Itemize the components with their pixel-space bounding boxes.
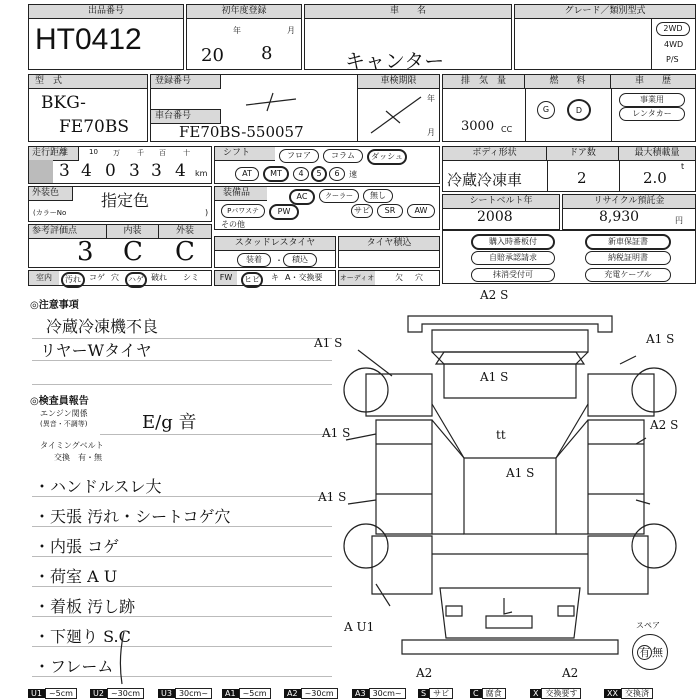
- mark-windshield: A1 S: [480, 370, 509, 384]
- rating-score: 3: [77, 237, 94, 267]
- first-registration-month: 8: [261, 43, 273, 64]
- mark-right-side: A2 S: [650, 418, 679, 432]
- inspector-item-4: ・荷室 A U: [34, 567, 118, 586]
- mileage-digit-6: 4: [175, 161, 186, 181]
- studless-label: スタッドレスタイヤ: [215, 237, 335, 251]
- body-box: [442, 146, 696, 192]
- windshield-box: [214, 270, 336, 286]
- cond-dirt-circled: 汚れ: [61, 272, 85, 288]
- right-rear-outline: [588, 536, 648, 594]
- audio-label: オーディオ: [339, 271, 375, 285]
- legend-s: S サビ: [418, 687, 453, 700]
- equipment-power-steering: Pパワステ: [221, 204, 265, 218]
- studless-mounted: 装着: [237, 253, 271, 267]
- mark-rear-bumper-right: A2: [562, 666, 579, 680]
- item-underline-mark: [112, 630, 132, 686]
- drive-4wd: 4WD: [664, 40, 684, 49]
- doc-tax: 納税証明書: [585, 251, 671, 265]
- legend-a2: A2 ~30cm: [284, 687, 338, 700]
- interior-grade: C: [123, 237, 143, 267]
- studless-loaded: 積込: [283, 253, 317, 267]
- door-count: 2: [577, 169, 587, 187]
- mileage-digit-3: 0: [105, 161, 116, 181]
- color-number-paren: ): [205, 208, 209, 217]
- first-registration-box: [186, 4, 302, 70]
- displacement-value: 3000: [461, 119, 495, 134]
- history-label: 車 歴: [611, 75, 695, 89]
- recycle-amount: 8,930: [599, 209, 640, 225]
- doors-label: ドア数: [547, 147, 619, 161]
- rear-right-wheel: [632, 524, 676, 568]
- mileage-digit-1: 3: [59, 161, 70, 181]
- tire-load-label: タイヤ積込: [339, 237, 439, 251]
- shift-at: AT: [235, 167, 259, 181]
- fuel-gasoline: G: [537, 101, 555, 119]
- shift-dash-circled: ダッシュ: [367, 149, 407, 165]
- model-value-1: BKG-: [41, 93, 86, 113]
- drive-2wd: 2WD: [656, 22, 690, 36]
- legend-a1: A1 ~5cm: [222, 687, 271, 700]
- equipment-box: [214, 186, 440, 230]
- exterior-color-box: [28, 186, 212, 222]
- legend-u2: U2 ~30cm: [90, 687, 144, 700]
- equipment-label: 装備品: [215, 187, 267, 201]
- rear-bumper-outline: [402, 640, 618, 654]
- exterior-grade: C: [175, 237, 195, 267]
- grade-label: グレード／類別型式: [515, 5, 695, 19]
- equipment-rust: サビ: [351, 204, 373, 218]
- drive-column: [651, 19, 696, 69]
- inspector-item-5: ・着板 汚し跡: [34, 597, 136, 616]
- inspector-item-6: ・下廻り S.C: [34, 627, 131, 646]
- stock-number-box: [28, 4, 184, 70]
- caution-line-2: リヤーWタイヤ: [40, 341, 152, 360]
- shift-column: コラム: [323, 149, 363, 163]
- timing-belt-label: タイミングベルト: [40, 441, 104, 450]
- interior-condition-box: [28, 270, 212, 286]
- cond-stain: シミ: [183, 273, 199, 282]
- fw-chip: キ: [271, 273, 279, 282]
- shift-6: 6: [329, 167, 345, 181]
- seatbelt-box: [442, 194, 560, 230]
- equipment-other-label: その他: [221, 220, 245, 229]
- spec-box: [442, 74, 696, 142]
- spare-indicator: [632, 634, 668, 670]
- rear-left-wheel: [344, 524, 388, 568]
- inspection-month-unit: 月: [427, 128, 435, 137]
- mark-left-front: A1 S: [314, 336, 343, 350]
- inspector-heading: ◎検査員報告: [30, 396, 89, 407]
- mark-left-rear: A1 S: [318, 490, 347, 504]
- shift-4: 4: [293, 167, 309, 181]
- shift-speed: 速: [349, 170, 357, 179]
- inspector-item-7: ・フレーム: [34, 657, 114, 676]
- legend-xx: XX 交換済: [604, 687, 653, 700]
- shift-mt-circled: MT: [263, 166, 289, 182]
- color-number-label: (カラーNo: [33, 209, 67, 217]
- history-business: 事業用: [619, 93, 685, 107]
- chassis-label: 車台番号: [151, 109, 221, 124]
- mark-cargo-roof: A1 S: [506, 466, 535, 480]
- legend-c: C 腐食: [470, 687, 506, 700]
- legend-u1: U1 ~5cm: [28, 687, 77, 700]
- equipment-aw: AW: [407, 204, 435, 218]
- interior-label: 内装: [107, 225, 159, 239]
- body-type: 冷蔵冷凍車: [447, 171, 523, 189]
- recycle-label: リサイクル預託金: [563, 195, 695, 209]
- caution-heading: ◎注意事項: [30, 300, 79, 311]
- cond-hole: 穴: [111, 273, 119, 282]
- documents-box: [442, 230, 696, 284]
- doc-compulsory: 自賠承認請求: [471, 251, 555, 265]
- mileage-digit-4: 3: [129, 161, 140, 181]
- exterior-label: 外装: [159, 225, 211, 239]
- rating-box: [28, 224, 212, 268]
- car-name-label: 車 名: [305, 5, 511, 19]
- model-label: 型 式: [29, 75, 147, 89]
- spare-yes: 有: [639, 646, 650, 659]
- mark-left-rear-wheel: A U1: [344, 620, 375, 634]
- inspection-label: 車検期限: [357, 75, 439, 89]
- seatbelt-label: シートベルト年: [443, 195, 559, 209]
- shift-box: [214, 146, 440, 184]
- month-unit: 月: [287, 26, 295, 35]
- legend-u3: U3 30cm~: [158, 687, 212, 700]
- history-rental: レンタカー: [619, 107, 685, 121]
- fw-label: FW: [215, 271, 237, 285]
- mileage-mark-10: 10: [89, 148, 98, 156]
- shift-5-circled: 5: [311, 166, 327, 182]
- equipment-none: 無し: [363, 189, 393, 203]
- equipment-cooler: クーラー: [319, 189, 359, 203]
- fuel-label: 燃 料: [525, 75, 611, 89]
- car-name: キャンター: [345, 49, 445, 73]
- equipment-ac-circled: AC: [289, 189, 315, 205]
- legend-a3: A3 30cm~: [352, 687, 406, 700]
- max-load-unit: t: [681, 162, 685, 171]
- mileage-box: [28, 146, 212, 184]
- cab-front-outline: [432, 330, 588, 352]
- timing-belt-sub: 交換 有・無: [54, 453, 102, 462]
- model-box: [28, 74, 148, 142]
- body-type-label: ボディ形状: [443, 147, 547, 161]
- tire-load-box: [338, 236, 440, 268]
- registration-label: 登録番号: [151, 75, 221, 89]
- audio-box: [338, 270, 440, 286]
- mileage-digit-2: 4: [81, 161, 92, 181]
- mark-left-side: A1 S: [322, 426, 351, 440]
- year-unit: 年: [233, 26, 241, 35]
- inspection-slash-mark: [366, 93, 426, 137]
- spare-value: 無: [652, 646, 663, 659]
- seatbelt-year: 2008: [477, 209, 513, 225]
- recycle-yen: 円: [675, 216, 683, 225]
- left-body-outline: [376, 420, 432, 534]
- drive-ps: P/S: [666, 55, 679, 64]
- chassis-number: FE70BS-550057: [179, 123, 304, 141]
- studless-box: スタッドレスタイヤ 装着 ・ 積込: [214, 236, 336, 268]
- engine-label: エンジン関係: [40, 409, 88, 418]
- mileage-unit: km: [195, 169, 208, 178]
- rating-label: 参考評価点: [29, 225, 107, 239]
- max-load: 2.0: [643, 169, 667, 187]
- displacement-unit: CC: [501, 125, 513, 134]
- model-value-2: FE70BS: [59, 117, 129, 137]
- fuel-diesel-circled: D: [567, 99, 591, 121]
- mark-front-bumper: A2 S: [480, 288, 509, 302]
- grade-box: [514, 4, 696, 70]
- audio-hole: 穴: [415, 273, 423, 282]
- audio-missing: 欠: [395, 273, 403, 282]
- mark-cargo-center: tt: [496, 428, 506, 442]
- mileage-digit-5: 3: [151, 161, 162, 181]
- displacement-label: 排 気 量: [443, 75, 525, 89]
- car-name-box: [304, 4, 512, 73]
- legend-x: X 交換要す: [530, 687, 581, 700]
- equipment-sr: SR: [377, 204, 403, 218]
- cab-windshield-outline: [444, 364, 576, 398]
- spare-label: スペア: [636, 621, 660, 630]
- doc-charge-cable: 充電ケーブル: [585, 268, 671, 282]
- inspector-item-3: ・内張 コゲ: [34, 537, 120, 556]
- first-registration-year: 20: [201, 45, 224, 66]
- capacity-label: 最大積載量: [619, 147, 695, 161]
- engine-note: E/g 音: [142, 412, 197, 433]
- first-registration-label: 初年度登録: [187, 5, 301, 19]
- fw-crack-circled: ヒビ: [241, 272, 263, 288]
- mileage-mark-juu: 十: [183, 149, 190, 157]
- recycle-box: [562, 194, 696, 230]
- mileage-mark-man: 万: [113, 149, 120, 157]
- mileage-mark-hyaku: 百: [159, 149, 166, 157]
- stock-number: HT0412: [35, 23, 142, 56]
- inspector-item-2: ・天張 汚れ・シートコゲ穴: [34, 507, 231, 526]
- cab-roof-outline: [436, 352, 584, 364]
- fw-replace: A・交換要: [285, 273, 323, 282]
- doc-plate-circled: 購入時番板付: [471, 234, 555, 250]
- cond-burn: コゲ: [89, 273, 105, 282]
- inspection-year-unit: 年: [427, 94, 435, 103]
- exterior-color-label: 外装色: [29, 187, 73, 201]
- exterior-color: 指定色: [101, 191, 150, 210]
- registration-box: [150, 74, 440, 142]
- cond-peel-circled: ハゲ: [125, 272, 147, 288]
- mark-right-front: A1 S: [646, 332, 675, 346]
- right-body-outline: [588, 420, 644, 534]
- shift-floor: フロア: [279, 149, 319, 163]
- doc-deregistration: 抹消受付可: [471, 268, 555, 282]
- equipment-pw-circled: PW: [269, 204, 299, 220]
- doc-warranty-circled: 新車保証書: [585, 234, 671, 250]
- mileage-label: 走行距離: [29, 147, 79, 161]
- mark-rear-bumper-left: A2: [416, 666, 433, 680]
- mileage-mark-sen: 千: [137, 149, 144, 157]
- left-rear-outline: [372, 536, 432, 594]
- engine-sub: (異音・不調等): [40, 420, 88, 428]
- interior-condition-label: 室内: [29, 271, 59, 285]
- shift-label: シフト: [215, 147, 275, 161]
- cond-tear: 破れ: [151, 273, 167, 282]
- inspector-item-1: ・ハンドルスレ大: [34, 477, 162, 496]
- registration-dash-mark: [241, 89, 301, 113]
- caution-line-1: 冷蔵冷凍機不良: [46, 317, 159, 336]
- stock-number-label: 出品番号: [29, 5, 183, 19]
